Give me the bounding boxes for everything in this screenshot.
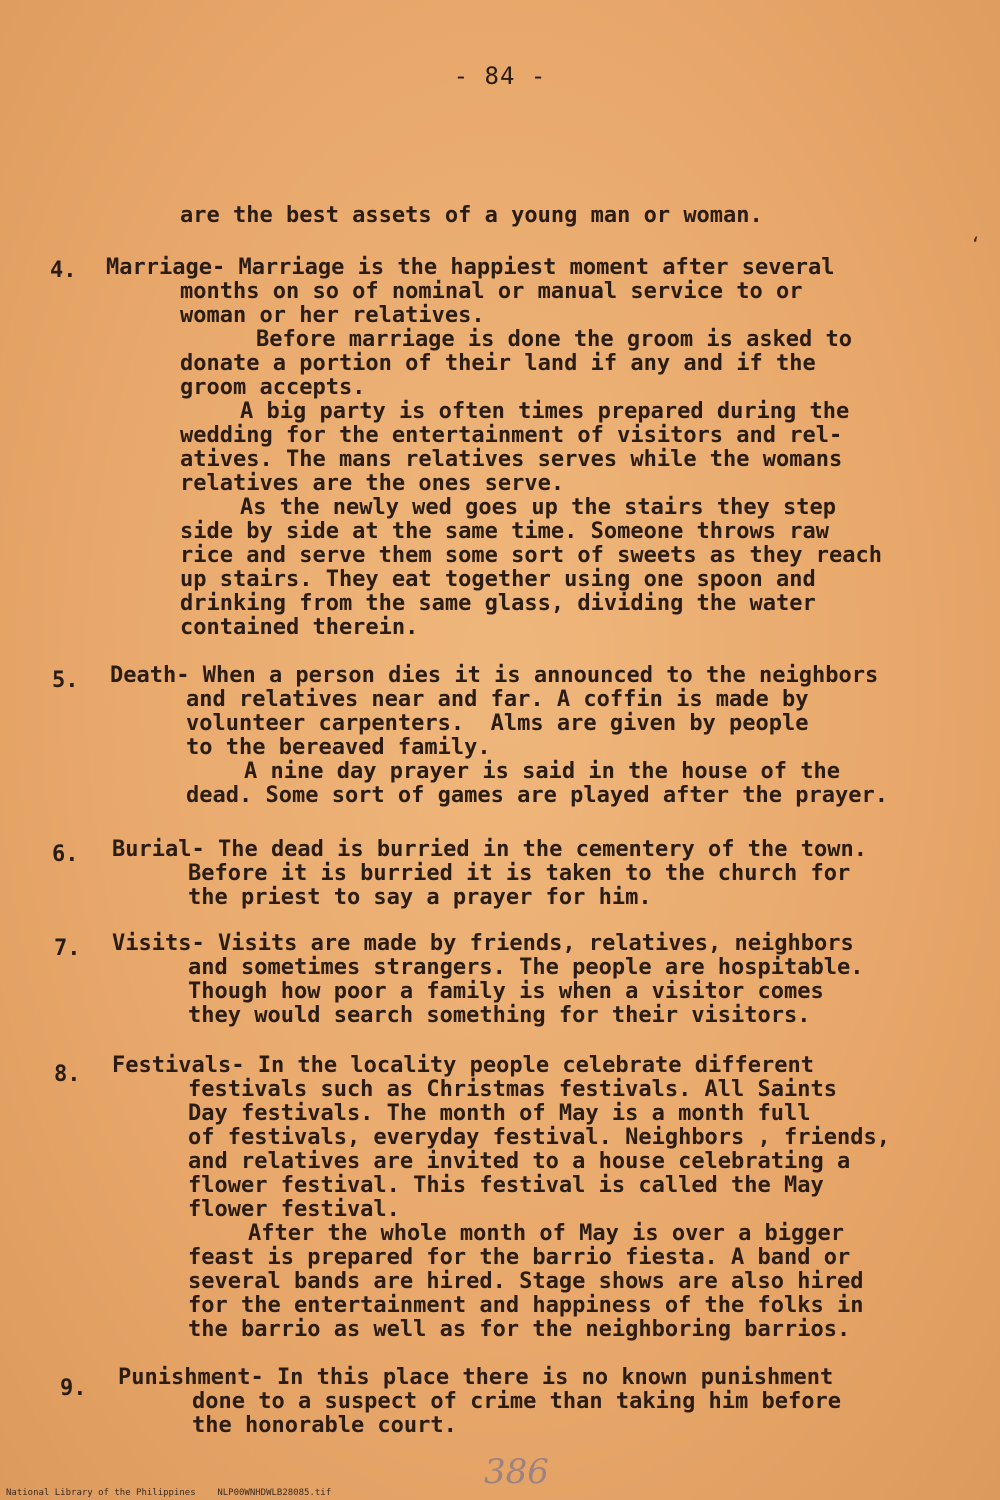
section-line: groom accepts. [180, 375, 366, 400]
section-number: 4. [50, 258, 77, 283]
section-line: donate a portion of their land if any and if the [180, 351, 816, 376]
section-line: Death- When a person dies it is announced to the neighbors [110, 663, 879, 688]
section-line: feast is prepared for the barrio fiesta. A band or [188, 1245, 851, 1270]
handwritten-page-stamp: 386 [484, 1452, 549, 1492]
section-line: woman or her relatives. [180, 303, 485, 328]
section-line: for the entertainment and happiness of the folks in [188, 1293, 864, 1318]
section-line: A nine day prayer is said in the house of the [244, 759, 841, 784]
section-line: they would search something for their visitors. [188, 1003, 811, 1028]
section-line: wedding for the entertainment of visitors and rel- [180, 423, 843, 448]
section-line: Festivals- In the locality people celebrate different [112, 1053, 814, 1078]
section-line: Though how poor a family is when a visitor comes [188, 979, 824, 1004]
section-line: the priest to say a prayer for him. [188, 885, 652, 910]
section-number: 5. [52, 668, 79, 693]
section-line: up stairs. They eat together using one spoon and [180, 567, 816, 592]
section-line: and relatives near and far. A coffin is made by [186, 687, 809, 712]
section-line: A big party is often times prepared during the [240, 399, 850, 424]
section-line: done to a suspect of crime than taking him before [192, 1389, 842, 1414]
section-line: to the bereaved family. [186, 735, 491, 760]
section-line: Day festivals. The month of May is a month full [188, 1101, 811, 1126]
section-line: Visits- Visits are made by friends, relatives, neighbors [112, 931, 854, 956]
section-number: 7. [54, 936, 81, 961]
section-line: and relatives are invited to a house celebrating a [188, 1149, 851, 1174]
intro-line: are the best assets of a young man or woman. [180, 203, 763, 228]
section-line: Before it is burried it is taken to the church for [188, 861, 851, 886]
section-number: 6. [52, 842, 79, 867]
section-line: atives. The mans relatives serves while the womans [180, 447, 843, 472]
section-line: the honorable court. [192, 1413, 457, 1438]
section-line: rice and serve them some sort of sweets as they reach [180, 543, 882, 568]
section-line: relatives are the ones serve. [180, 471, 565, 496]
section-number: 9. [60, 1376, 87, 1401]
section-line: and sometimes strangers. The people are hospitable. [188, 955, 864, 980]
section-line: After the whole month of May is over a bigger [248, 1221, 845, 1246]
archive-footer: National Library of the Philippines NLP00WNHDWLB28085.tif [6, 1488, 332, 1498]
section-number: 8. [54, 1062, 81, 1087]
section-line: dead. Some sort of games are played after the prayer. [186, 783, 888, 808]
section-line: Before marriage is done the groom is asked to [256, 327, 853, 352]
section-line: several bands are hired. Stage shows are also hired [188, 1269, 864, 1294]
section-line: of festivals, everyday festival. Neighbors , friends, [188, 1125, 890, 1150]
section-line: the barrio as well as for the neighboring barrios. [188, 1317, 851, 1342]
section-line: festivals such as Christmas festivals. All Saints [188, 1077, 838, 1102]
section-line: flower festival. This festival is called the May [188, 1173, 824, 1198]
section-line: drinking from the same glass, dividing the water [180, 591, 816, 616]
section-line: As the newly wed goes up the stairs they step [240, 495, 837, 520]
section-line: contained therein. [180, 615, 419, 640]
page-number: - 84 - [453, 62, 547, 90]
section-line: Punishment- In this place there is no known punishment [118, 1365, 834, 1390]
margin-mark: ‘ [970, 234, 981, 255]
section-line: Marriage- Marriage is the happiest moment after several [106, 255, 835, 280]
section-line: Burial- The dead is burried in the cementery of the town. [112, 837, 867, 862]
section-line: months on so of nominal or manual service to or [180, 279, 803, 304]
section-line: volunteer carpenters. Alms are given by people [186, 711, 809, 736]
section-line: flower festival. [188, 1197, 400, 1222]
section-line: side by side at the same time. Someone throws raw [180, 519, 830, 544]
